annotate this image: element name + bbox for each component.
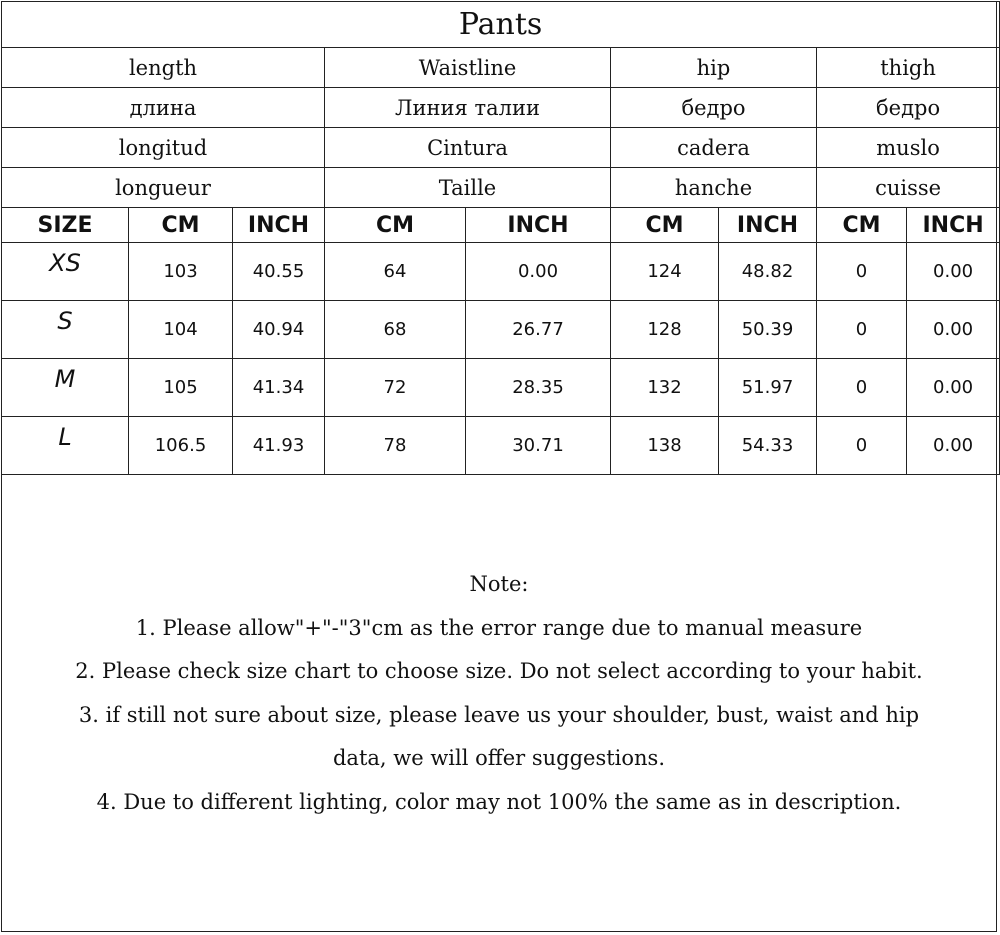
value-cell: 128	[611, 301, 719, 359]
value-cell: 0.00	[466, 243, 611, 301]
size-cell: L	[2, 417, 129, 475]
value-cell: 0	[817, 359, 907, 417]
value-cell: 0	[817, 301, 907, 359]
value-cell: 26.77	[466, 301, 611, 359]
label-hip-ru: бедро	[611, 88, 817, 128]
label-hip-en: hip	[611, 48, 817, 88]
value-cell: 0.00	[907, 417, 1000, 475]
label-waistline-ru: Линия талии	[325, 88, 611, 128]
size-cell: S	[2, 301, 129, 359]
note-line: 1. Please allow"+"-"3"cm as the error range due to manual measure	[135, 615, 863, 640]
size-cell: XS	[2, 243, 129, 301]
header-length-inch: INCH	[233, 208, 325, 243]
table-row	[2, 243, 1000, 301]
label-hip-fr: hanche	[611, 168, 817, 208]
note-line: data, we will offer suggestions.	[332, 746, 666, 771]
value-cell: 54.33	[719, 417, 817, 475]
value-cell: 48.82	[719, 243, 817, 301]
note-line: 2. Please check size chart to choose size. Do not select according to your habit.	[75, 659, 923, 684]
label-waistline-fr: Taille	[325, 168, 611, 208]
size-chart-table	[1, 1, 1000, 475]
value-cell: 0	[817, 243, 907, 301]
label-thigh-en: thigh	[817, 48, 1000, 88]
value-cell: 68	[325, 301, 466, 359]
value-cell: 41.34	[233, 359, 325, 417]
header-thigh-cm: CM	[817, 208, 907, 243]
label-thigh-fr: cuisse	[817, 168, 1000, 208]
value-cell: 50.39	[719, 301, 817, 359]
label-waistline-en: Waistline	[325, 48, 611, 88]
value-cell: 103	[129, 243, 233, 301]
label-hip-es: cadera	[611, 128, 817, 168]
label-length-es: longitud	[2, 128, 325, 168]
label-length-fr: longueur	[2, 168, 325, 208]
value-cell: 41.93	[233, 417, 325, 475]
measure-label-row	[2, 128, 1000, 168]
column-header-row	[2, 208, 1000, 243]
value-cell: 0.00	[907, 243, 1000, 301]
header-size: SIZE	[2, 208, 129, 243]
table-row	[2, 359, 1000, 417]
header-hip-inch: INCH	[719, 208, 817, 243]
size-cell: M	[2, 359, 129, 417]
value-cell: 106.5	[129, 417, 233, 475]
table-row	[2, 417, 1000, 475]
note-section	[2, 563, 996, 825]
note-line: 3. if still not sure about size, please leave us your shoulder, bust, waist and hip	[78, 702, 920, 727]
header-thigh-inch: INCH	[907, 208, 1000, 243]
note-heading: Note:	[469, 572, 529, 596]
value-cell: 138	[611, 417, 719, 475]
header-hip-cm: CM	[611, 208, 719, 243]
header-length-cm: CM	[129, 208, 233, 243]
table-row	[2, 301, 1000, 359]
note-line: 4. Due to different lighting, color may not 100% the same as in description.	[96, 789, 902, 814]
header-waist-inch: INCH	[466, 208, 611, 243]
label-thigh-es: muslo	[817, 128, 1000, 168]
value-cell: 64	[325, 243, 466, 301]
label-length-en: length	[2, 48, 325, 88]
value-cell: 78	[325, 417, 466, 475]
value-cell: 132	[611, 359, 719, 417]
measure-label-row	[2, 88, 1000, 128]
measure-label-row	[2, 168, 1000, 208]
value-cell: 40.94	[233, 301, 325, 359]
label-waistline-es: Cintura	[325, 128, 611, 168]
value-cell: 72	[325, 359, 466, 417]
value-cell: 0	[817, 417, 907, 475]
value-cell: 40.55	[233, 243, 325, 301]
value-cell: 30.71	[466, 417, 611, 475]
value-cell: 51.97	[719, 359, 817, 417]
value-cell: 105	[129, 359, 233, 417]
value-cell: 0.00	[907, 301, 1000, 359]
value-cell: 0.00	[907, 359, 1000, 417]
label-thigh-ru: бедро	[817, 88, 1000, 128]
value-cell: 28.35	[466, 359, 611, 417]
value-cell: 104	[129, 301, 233, 359]
chart-title: Pants	[2, 2, 1000, 48]
title-row	[2, 2, 1000, 48]
value-cell: 124	[611, 243, 719, 301]
measure-label-row	[2, 48, 1000, 88]
label-length-ru: длина	[2, 88, 325, 128]
header-waist-cm: CM	[325, 208, 466, 243]
